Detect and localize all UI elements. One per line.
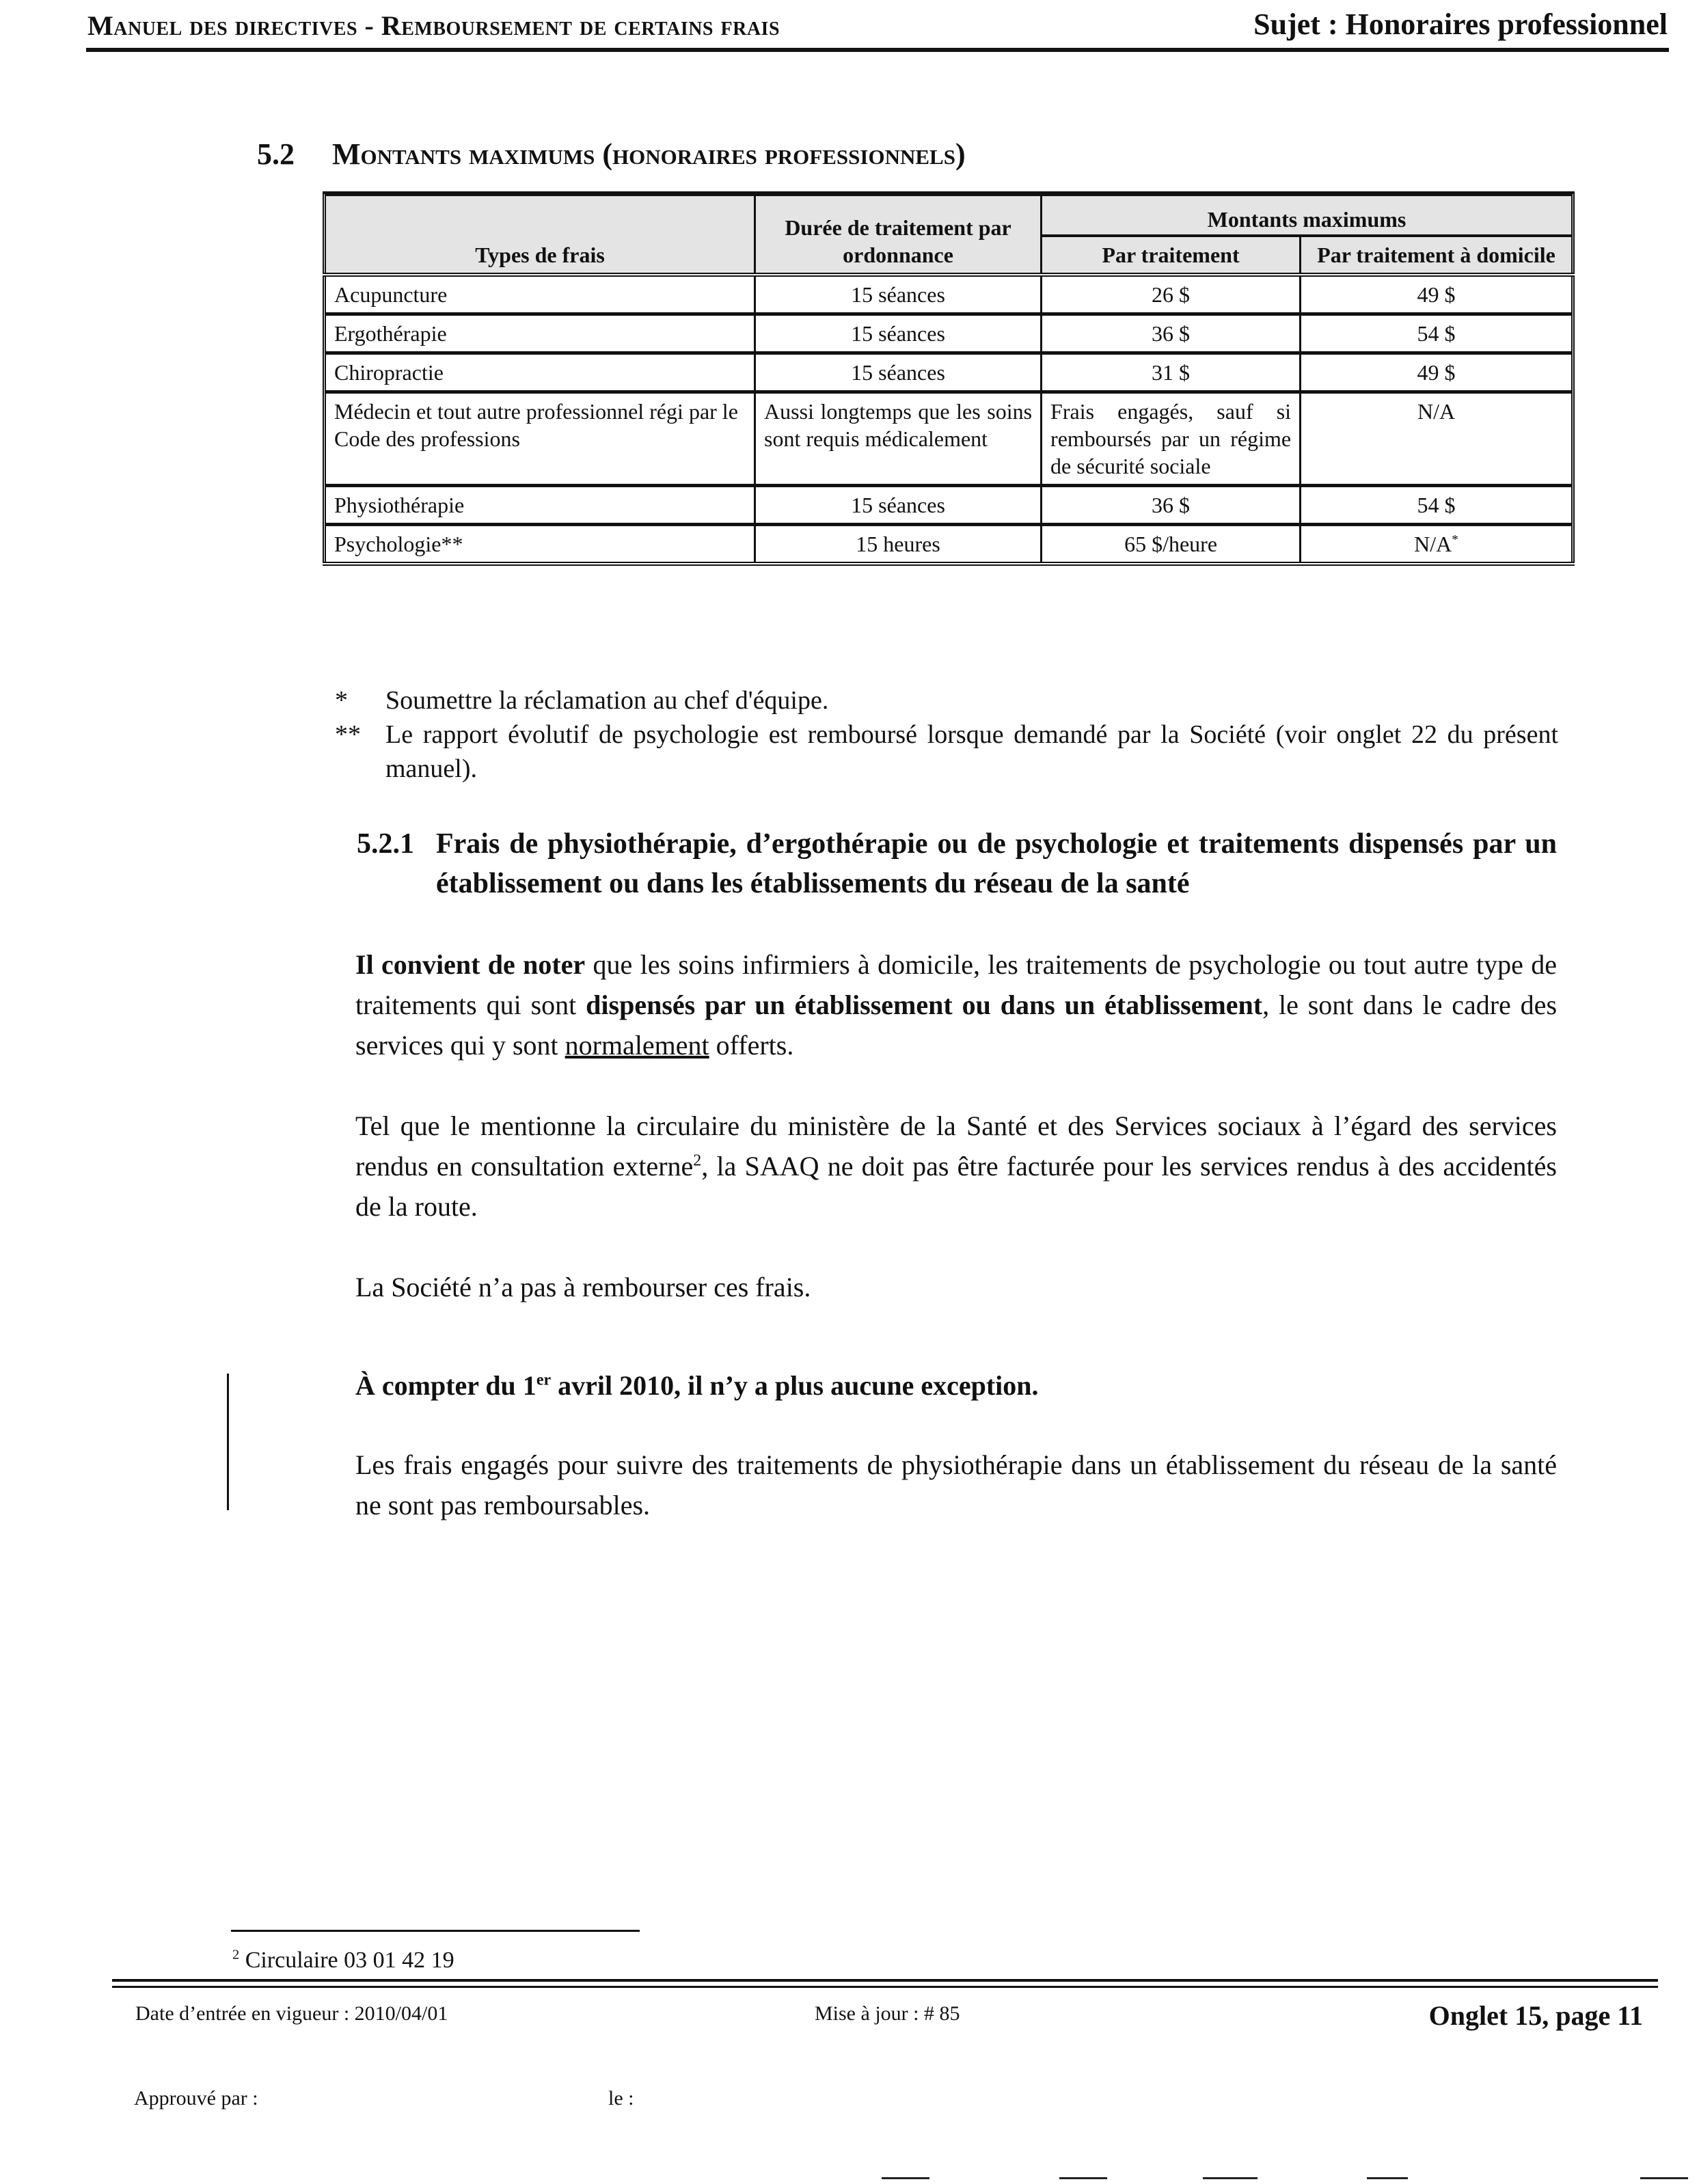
subsection-number: 5.2.1 [357, 828, 414, 860]
cell-type: Physiothérapie [325, 486, 755, 525]
scan-artifact [1640, 2177, 1688, 2179]
update-number: Mise à jour : # 85 [815, 2002, 960, 2025]
cell-home: 49 $ [1301, 275, 1573, 314]
note-item [335, 718, 1558, 786]
scan-artifact [882, 2177, 929, 2179]
cell-duration: Aussi longtemps que les soins sont requis médicalement [755, 392, 1042, 486]
scan-artifact [1367, 2177, 1408, 2179]
manual-title: Manuel des directives - Remboursement de certains frais [87, 10, 780, 41]
footnote: $^2$ Circulaire 03 01 42 19 [232, 1947, 454, 1973]
footnote-rule [231, 1930, 640, 1932]
header-duree: Durée de traitement par ordonnance [755, 195, 1042, 275]
cell-per-treatment: 31 $ [1042, 353, 1301, 392]
note-item [335, 683, 1558, 718]
table-row [325, 353, 1573, 392]
cell-duration: 15 heures [755, 525, 1042, 564]
header-par-traitement: Par traitement [1042, 236, 1301, 275]
page-reference: Onglet 15, page 11 [1428, 2000, 1643, 2031]
scan-artifact [1203, 2177, 1258, 2179]
cell-home: N/A [1301, 392, 1573, 486]
underlined-word: normalement [565, 1030, 709, 1061]
cell-duration: 15 séances [755, 486, 1042, 525]
cell-per-treatment: 65 $/heure [1042, 525, 1301, 564]
approved-by-label: Approuvé par : [134, 2087, 258, 2110]
asterisk-mark: * [1452, 532, 1458, 547]
paragraph-physio: Les frais engagés pour suivre des traitements de physiothérapie dans un établissement du réseau de la santé ne sont pas remboursables. [355, 1449, 1557, 1520]
section-heading [257, 137, 966, 172]
cell-duration: 15 séances [755, 275, 1042, 314]
header-rule [86, 48, 1669, 52]
table-row [325, 486, 1573, 525]
rates-table [323, 194, 1575, 566]
cell-home: 54 $ [1301, 314, 1573, 353]
paragraph-note: Il convient de noter que les soins infirmiers à domicile, les traitements de psychologie ou tout autre type de traitements qui sont dispensés par un établissement ou dans un établissement, le sont dans le cadre des services qui y sont normalement offerts. [355, 949, 1558, 1061]
subject-title: Sujet : Honoraires professionnel [1253, 8, 1668, 41]
header-types-de-frais: Types de frais [325, 195, 755, 275]
section-title: Montants maximums (honoraires professionnels) [332, 137, 966, 171]
table-row [325, 525, 1573, 564]
cell-home: 49 $ [1301, 353, 1573, 392]
paragraph-societe: La Société n’a pas à rembourser ces frais. [355, 1272, 811, 1302]
cell-per-treatment: 36 $ [1042, 314, 1301, 353]
paragraph-circulaire: Tel que le mentionne la circulaire du ministère de la Santé et des Services sociaux à l’égard des services rendus en consultation externe$^2$, la SAAQ ne doit pas être facturée pour les services rendus à des accidentés de la route. [355, 1110, 1557, 1222]
cell-type: Psychologie** [325, 525, 755, 564]
cell-per-treatment: 36 $ [1042, 486, 1301, 525]
table-row [325, 314, 1573, 353]
note-text: Soumettre la réclamation au chef d'équipe. [385, 686, 829, 715]
rates-table-container [323, 191, 1575, 566]
cell-type: Ergothérapie [325, 314, 755, 353]
cell-home: 54 $ [1301, 486, 1573, 525]
effective-date: Date d’entrée en vigueur : 2010/04/01 [135, 2002, 448, 2025]
cell-type: Acupuncture [325, 275, 755, 314]
cell-type: Médecin et tout autre professionnel régi par le Code des professions [325, 392, 755, 486]
note-text: Le rapport évolutif de psychologie est remboursé lorsque demandé par la Société (voir onglet 22 du présent manuel). [385, 720, 1558, 783]
footer-rule [112, 1979, 1658, 1982]
subsection-title: Frais de physiothérapie, d’ergothérapie ou de psychologie et traitements dispensés par un établissement ou dans les établissements du réseau de la santé [436, 828, 1557, 899]
section-number: 5.2 [257, 137, 295, 171]
cell-per-treatment: 26 $ [1042, 275, 1301, 314]
cell-home: N/A* [1301, 525, 1573, 564]
cell-per-treatment: Frais engagés, sauf si remboursés par un régime de sécurité sociale [1042, 392, 1301, 486]
header-par-traitement-domicile: Par traitement à domicile [1301, 236, 1573, 275]
paragraph-exception: À compter du 1er avril 2010, il n’y a plus aucune exception. [355, 1370, 1039, 1401]
scan-artifact [1059, 2177, 1107, 2179]
table-row [325, 392, 1573, 486]
header-montants-maximums: Montants maximums [1042, 195, 1573, 236]
approval-date-label: le : [608, 2087, 634, 2110]
subsection-heading [357, 824, 1557, 903]
footer-rule [112, 1986, 1658, 1988]
footnote-reference[interactable]: 2 [693, 1151, 702, 1170]
table-notes [335, 683, 1558, 786]
table-row [325, 275, 1573, 314]
revision-bar [227, 1374, 229, 1510]
cell-type: Chiropractie [325, 353, 755, 392]
cell-duration: 15 séances [755, 353, 1042, 392]
note-marker: * [335, 686, 348, 715]
cell-duration: 15 séances [755, 314, 1042, 353]
note-marker: ** [335, 720, 361, 749]
